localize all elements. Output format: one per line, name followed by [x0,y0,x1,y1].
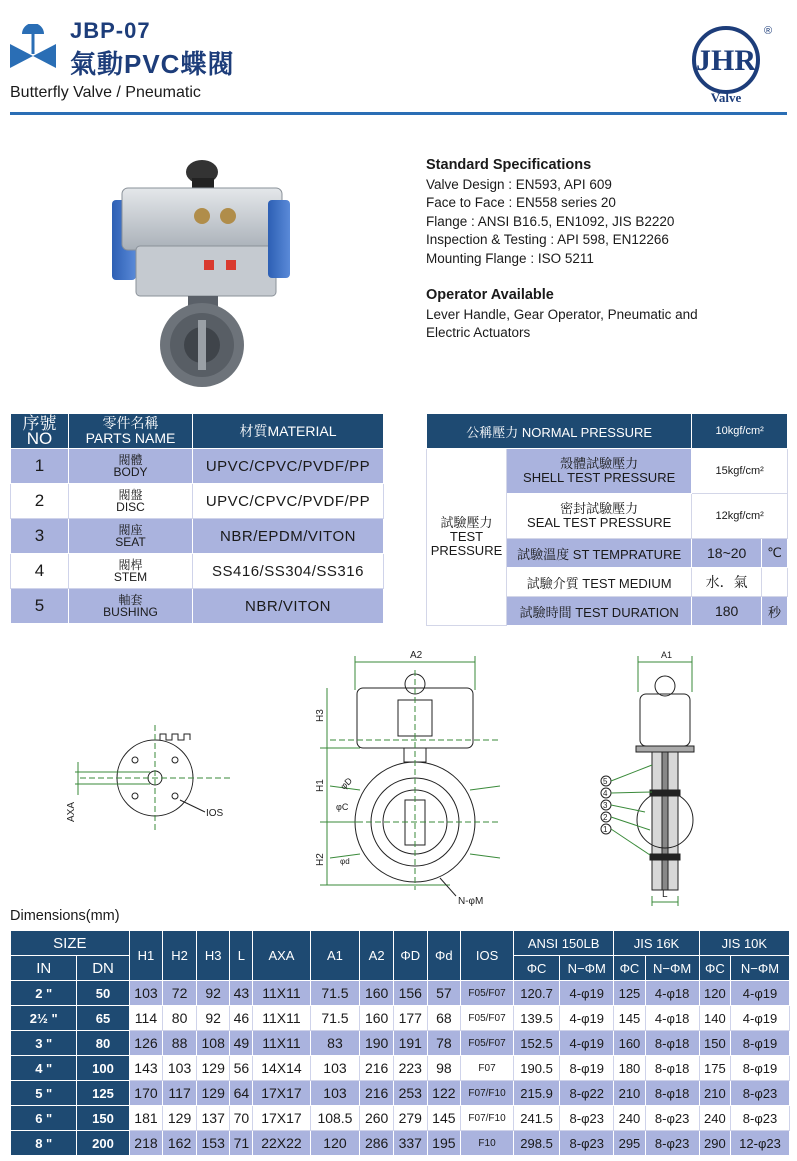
dimension-row [11,1006,790,1031]
dimension-cell: 4-φ19 [560,981,614,1006]
model-number: JBP-07 [70,18,151,43]
dimension-cell: 218 [129,1131,163,1156]
dimension-cell: 215.9 [513,1081,559,1106]
spec-line: Flange : ANSI B16.5, EN1092, JIS B2220 [426,213,675,229]
dimension-cell: 8-φ23 [645,1131,699,1156]
dimension-cell: 241.5 [513,1106,559,1131]
dimension-cell: 177 [393,1006,427,1031]
dimension-cell: 240 [699,1106,730,1131]
dimension-cell: 103 [310,1056,360,1081]
l-label: L [662,889,668,900]
parts-row: 1 閥體 BODY UPVC/CPVC/PVDF/PP [11,449,384,484]
dimension-row [11,1106,790,1131]
dimension-cell: 210 [699,1081,730,1106]
dimension-cell: 103 [163,1056,197,1081]
test-duration-unit: 秒 [762,597,788,626]
dimension-cell: 70 [230,1106,253,1131]
test-duration-value: 180 [692,597,762,626]
test-temperature-unit: ℃ [762,539,788,568]
parts-header-no: 序號 NO [11,414,69,449]
dimension-cell: 108.5 [310,1106,360,1131]
dimension-cell: 191 [393,1031,427,1056]
dimension-cell: 22X22 [253,1131,310,1156]
dimension-row [11,1031,790,1056]
technical-drawings [0,640,797,910]
size-inch: 6 " [11,1106,77,1131]
dimension-cell: 88 [163,1031,197,1056]
callout-4: 4 [603,789,608,798]
operator-line: Electric Actuators [426,325,531,340]
h1-label: H1 [315,779,326,792]
dimension-cell: 92 [196,1006,230,1031]
dimension-cell: 83 [310,1031,360,1056]
size-dn: 200 [77,1131,129,1156]
dimension-cell: F05/F07 [461,1031,514,1056]
dimension-cell: 129 [163,1106,197,1131]
seal-test-value: 12kgf/cm² [692,494,788,539]
parts-row: 5 軸套 BUSHING NBR/VITON [11,589,384,624]
dimension-cell: 120 [699,981,730,1006]
size-inch: 4 " [11,1056,77,1081]
dimension-cell: 140 [699,1006,730,1031]
dimension-cell: 143 [129,1056,163,1081]
dimension-cell: 160 [360,981,394,1006]
dim-header-ansi-phic: ΦC [513,956,559,981]
size-dn: 50 [77,981,129,1006]
shell-test-value: 15kgf/cm² [692,449,788,494]
size-dn: 100 [77,1056,129,1081]
dim-header-jis16-phic: ΦC [614,956,645,981]
dimension-cell: 8-φ19 [731,1031,790,1056]
standard-specs-heading: Standard Specifications [426,157,592,173]
size-inch: 3 " [11,1031,77,1056]
logo-text: JHR [696,44,756,77]
dimension-cell: 290 [699,1131,730,1156]
dimension-cell: 11X11 [253,981,310,1006]
dimension-cell: 125 [614,981,645,1006]
size-dn: 125 [77,1081,129,1106]
dimension-cell: F10 [461,1131,514,1156]
dimension-cell: 129 [196,1056,230,1081]
dimension-cell: 180 [614,1056,645,1081]
spec-line: Inspection & Testing : API 598, EN12266 [426,232,669,247]
dimension-cell: 117 [163,1081,197,1106]
test-temperature-value: 18~20 [692,539,762,568]
dimension-cell: F07/F10 [461,1106,514,1131]
dim-header-jis16: JIS 16K [614,931,699,956]
dimension-cell: 286 [360,1131,394,1156]
dimension-cell: 98 [427,1056,461,1081]
dimension-cell: 12-φ23 [731,1131,790,1156]
dimension-cell: 156 [393,981,427,1006]
spec-line: Mounting Flange : ISO 5211 [426,250,594,266]
parts-row: 2 閥盤 DISC UPVC/CPVC/PVDF/PP [11,484,384,519]
dimension-cell: 8-φ18 [645,1056,699,1081]
dimension-cell: 120.7 [513,981,559,1006]
dimension-cell: 337 [393,1131,427,1156]
dimension-cell: 145 [614,1006,645,1031]
registered-mark: ® [764,25,773,37]
phi-d-lower-label: φd [340,857,350,866]
operator-heading: Operator Available [426,287,554,303]
dimension-cell: 8-φ23 [560,1106,614,1131]
dimension-cell: 114 [129,1006,163,1031]
dimension-cell: 181 [129,1106,163,1131]
a1-label: A1 [661,650,673,660]
page-header [0,0,797,120]
dimension-cell: 8-φ19 [560,1056,614,1081]
dim-header-ansi-nphim: N−ΦM [560,956,614,981]
dimension-cell: 8-φ19 [731,1056,790,1081]
dim-header-a2: A2 [360,931,394,981]
dimension-cell: 8-φ22 [560,1081,614,1106]
dimension-cell: 108 [196,1031,230,1056]
dim-header-jis10-nphim: N−ΦM [731,956,790,981]
dimension-cell: 72 [163,981,197,1006]
dim-header-size: SIZE [11,931,130,956]
dimension-cell: 80 [163,1006,197,1031]
dimension-cell: 4-φ18 [645,1006,699,1031]
dimension-cell: 162 [163,1131,197,1156]
dimension-cell: 49 [230,1031,253,1056]
dimension-cell: 260 [360,1106,394,1131]
dimension-cell: 17X17 [253,1081,310,1106]
dimension-cell: 4-φ18 [645,981,699,1006]
dimension-cell: 150 [699,1031,730,1056]
dimension-cell: 71 [230,1131,253,1156]
dimension-cell: 43 [230,981,253,1006]
product-title-chinese: 氣動PVC蝶閥 [70,49,235,79]
dimension-cell: 175 [699,1056,730,1081]
dimension-cell: 253 [393,1081,427,1106]
dimension-cell: 190.5 [513,1056,559,1081]
dim-header-phi-d-small: Φd [427,931,461,981]
size-inch: 2 " [11,981,77,1006]
dimension-cell: 4-φ19 [731,981,790,1006]
valve-section-drawing [601,656,694,906]
test-medium-value: 水．氣 [692,568,762,597]
dimension-cell: 145 [427,1106,461,1131]
n-phi-m-label: N-φM [458,896,484,907]
dimension-cell: 210 [614,1081,645,1106]
spec-line: Face to Face : EN558 series 20 [426,195,616,210]
dim-header-jis10: JIS 10K [699,931,789,956]
dimension-cell: 14X14 [253,1056,310,1081]
dimension-cell: 153 [196,1131,230,1156]
pressure-table [426,413,788,626]
dim-header-h2: H2 [163,931,197,981]
parts-header-material: 材質MATERIAL [193,414,384,449]
dim-header-axa: AXA [253,931,310,981]
dim-header-dn: DN [77,956,129,981]
header-divider [10,112,787,115]
test-temperature-label: 試驗溫度 ST TEMPRATURE [507,539,692,568]
dimension-row [11,1081,790,1106]
size-dn: 80 [77,1031,129,1056]
dimension-cell: 139.5 [513,1006,559,1031]
dim-header-l: L [230,931,253,981]
dimension-cell: 216 [360,1081,394,1106]
a2-label: A2 [410,650,423,661]
dimension-cell: 160 [360,1006,394,1031]
specifications-block [426,156,786,343]
dimension-cell: 295 [614,1131,645,1156]
dimension-cell: 8-φ23 [645,1106,699,1131]
callout-1: 1 [603,825,608,834]
parts-header-name: 零件名稱 PARTS NAME [69,414,193,449]
dimension-cell: F07 [461,1056,514,1081]
dim-header-jis16-nphim: N−ΦM [645,956,699,981]
dim-header-h3: H3 [196,931,230,981]
spec-line: Valve Design : EN593, API 609 [426,176,612,192]
dim-header-h1: H1 [129,931,163,981]
callout-5: 5 [603,777,608,786]
seal-test-label: 密封試驗壓力 SEAL TEST PRESSURE [507,494,692,539]
dimension-cell: 8-φ23 [731,1106,790,1131]
dimension-cell: 103 [129,981,163,1006]
dimension-cell: 279 [393,1106,427,1131]
dimension-row [11,981,790,1006]
dimension-cell: 103 [310,1081,360,1106]
size-inch: 5 " [11,1081,77,1106]
dimension-cell: 68 [427,1006,461,1031]
parts-row: 3 閥座 SEAT NBR/EPDM/VITON [11,519,384,554]
dimension-cell: 240 [614,1106,645,1131]
dimension-cell: 4-φ19 [560,1031,614,1056]
axa-label: AXA [66,801,77,822]
dimension-row [11,1131,790,1156]
dimension-cell: 64 [230,1081,253,1106]
dim-header-ios: IOS [461,931,514,981]
dim-header-ansi: ANSI 150LB [513,931,613,956]
callout-2: 2 [603,813,608,822]
test-pressure-label: 試驗壓力 TEST PRESSURE [427,449,507,626]
logo-subtext: Valve [710,90,742,105]
shell-test-label: 殼體試驗壓力 SHELL TEST PRESSURE [507,449,692,494]
test-medium-label: 試驗介質 TEST MEDIUM [507,568,692,597]
dimension-cell: 8-φ23 [560,1131,614,1156]
dimension-cell: 78 [427,1031,461,1056]
size-inch: 8 " [11,1131,77,1156]
parts-table [10,413,384,624]
butterfly-valve-symbol-icon [8,24,58,74]
parts-row: 4 閥桿 STEM SS416/SS304/SS316 [11,554,384,589]
dimension-cell: F05/F07 [461,981,514,1006]
dimension-row [11,1056,790,1081]
dimension-cell: 11X11 [253,1006,310,1031]
dim-header-a1: A1 [310,931,360,981]
dimension-cell: 92 [196,981,230,1006]
test-duration-label: 試驗時間 TEST DURATION [507,597,692,626]
dimension-cell: 137 [196,1106,230,1131]
dimension-cell: 46 [230,1006,253,1031]
dimension-cell: 4-φ19 [731,1006,790,1031]
dimensions-table [10,930,790,1156]
normal-pressure-value: 10kgf/cm² [692,414,788,449]
dimension-cell: 71.5 [310,1006,360,1031]
dimension-cell: 129 [196,1081,230,1106]
dim-header-in: IN [11,956,77,981]
callout-3: 3 [603,801,608,810]
dimension-cell: F07/F10 [461,1081,514,1106]
dim-header-jis10-phic: ΦC [699,956,730,981]
ios-label: IOS [206,808,224,819]
dimensions-title: Dimensions(mm) [10,908,120,924]
dimension-cell: 120 [310,1131,360,1156]
dimension-cell: 8-φ18 [645,1031,699,1056]
dimension-cell: 8-φ18 [645,1081,699,1106]
dimension-cell: 57 [427,981,461,1006]
dim-header-phi-d: ΦD [393,931,427,981]
pneumatic-butterfly-valve-photo [92,150,292,390]
dimension-cell: 195 [427,1131,461,1156]
phi-d-upper-label: φD [338,775,355,792]
normal-pressure-label: 公稱壓力 NORMAL PRESSURE [427,414,692,449]
dimension-cell: 190 [360,1031,394,1056]
dimension-cell: 216 [360,1056,394,1081]
jhr-logo [676,22,786,106]
product-title-english: Butterfly Valve / Pneumatic [10,84,201,101]
dimension-cell: F05/F07 [461,1006,514,1031]
h2-label: H2 [315,853,326,866]
dimension-cell: 298.5 [513,1131,559,1156]
operator-line: Lever Handle, Gear Operator, Pneumatic and [426,306,698,322]
dimension-cell: 126 [129,1031,163,1056]
dimension-cell: 170 [129,1081,163,1106]
dimension-cell: 56 [230,1056,253,1081]
phi-c-label: φC [336,802,349,812]
dimension-cell: 11X11 [253,1031,310,1056]
dimension-cell: 223 [393,1056,427,1081]
dimension-cell: 160 [614,1031,645,1056]
dimension-cell: 17X17 [253,1106,310,1131]
dimension-cell: 8-φ23 [731,1081,790,1106]
size-dn: 65 [77,1006,129,1031]
dimension-cell: 71.5 [310,981,360,1006]
size-inch: 2½ " [11,1006,77,1031]
size-dn: 150 [77,1106,129,1131]
dimension-cell: 122 [427,1081,461,1106]
h3-label: H3 [315,709,326,722]
dimension-cell: 152.5 [513,1031,559,1056]
dimension-cell: 4-φ19 [560,1006,614,1031]
